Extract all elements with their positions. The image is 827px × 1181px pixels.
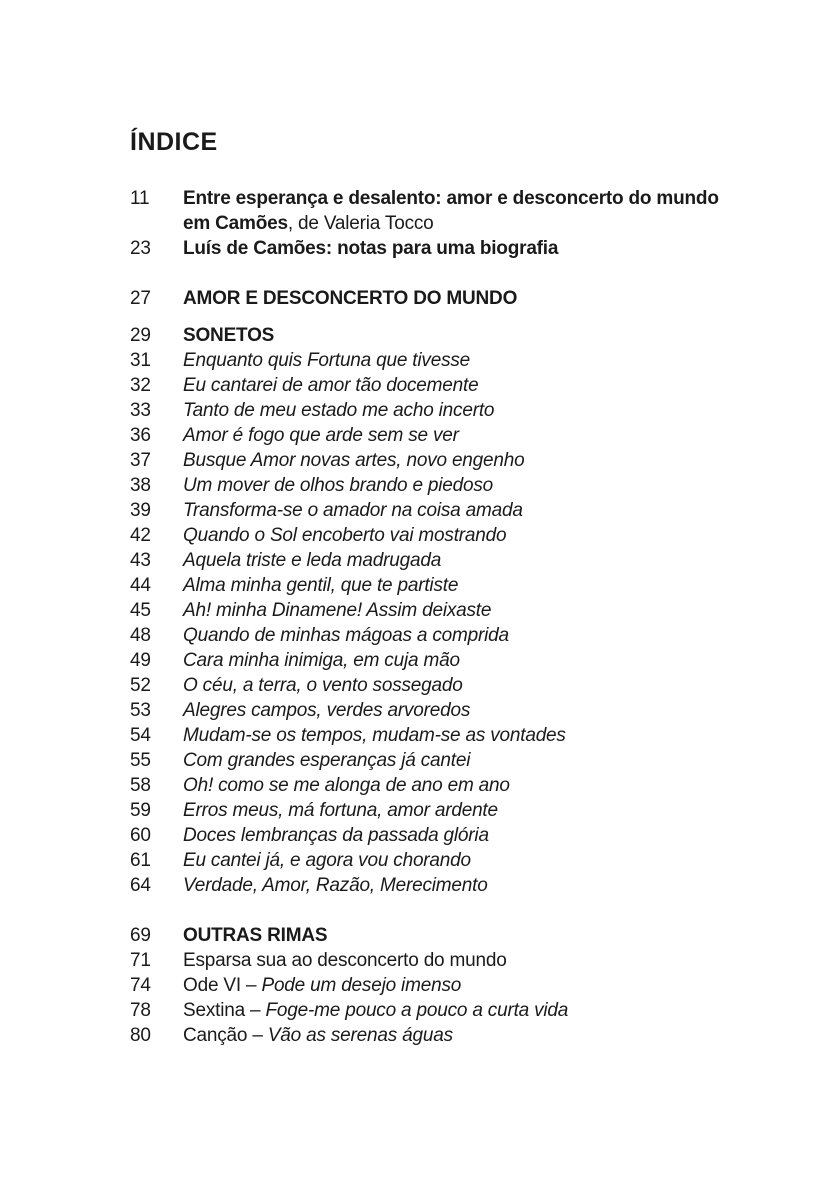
toc-entry-title: [183, 748, 827, 773]
toc-text-segment: Aquela triste e leda madrugada: [183, 550, 442, 571]
toc-page-number: 43: [130, 550, 151, 571]
toc-entry-line: [183, 648, 797, 673]
toc-entry-line: [183, 748, 797, 773]
toc-page-number: 58: [130, 775, 151, 796]
toc-page-number: 38: [130, 475, 151, 496]
toc-entry: [130, 773, 827, 798]
toc-text-segment: Pode um desejo imenso: [261, 975, 462, 996]
toc-text-segment: Doces lembranças da passada glória: [183, 825, 489, 846]
toc-entry-line: [183, 698, 797, 723]
toc-text-segment: em Camões: [183, 213, 288, 234]
toc-entry: [130, 323, 827, 348]
toc-page-number: 11: [130, 188, 150, 209]
toc-entry-title: [183, 423, 827, 448]
toc-page-number: 23: [130, 238, 151, 259]
toc-entry-line: [183, 623, 797, 648]
toc-entry: [130, 373, 827, 398]
toc-entry-title: [183, 286, 827, 311]
toc-entry-line: [183, 723, 797, 748]
toc-entry-title: [183, 723, 827, 748]
toc-text-segment: Entre esperança e desalento: amor e desconcerto do mundo: [183, 188, 719, 209]
toc-page-number: 54: [130, 725, 151, 746]
toc-entry-line: [183, 573, 797, 598]
toc-entry-title: [183, 448, 827, 473]
toc-entry: [130, 648, 827, 673]
toc-text-segment: Com grandes esperanças já cantei: [183, 750, 471, 771]
toc-entry: [130, 823, 827, 848]
toc-entry-line: [183, 873, 797, 898]
toc-text-segment: Eu cantei já, e agora vou chorando: [183, 850, 471, 871]
toc-entry-line: [183, 473, 797, 498]
toc-entry-line: [183, 286, 797, 311]
toc-text-segment: Oh! como se me alonga de ano em ano: [183, 775, 510, 796]
toc-page-number: 78: [130, 1000, 151, 1021]
toc-page-number: 80: [130, 1025, 151, 1046]
toc-entry-title: [183, 373, 827, 398]
toc-text-segment: Ah! minha Dinamene! Assim deixaste: [183, 600, 492, 621]
toc-page-number: 48: [130, 625, 151, 646]
toc-entry-title: [183, 848, 827, 873]
toc-text-segment: , de Valeria Tocco: [287, 213, 434, 234]
toc-entry-line: [183, 923, 797, 948]
toc-text-segment: Luís de Camões: notas para uma biografia: [183, 238, 559, 259]
toc-entry-line: [183, 673, 797, 698]
toc-page-number: 37: [130, 450, 151, 471]
toc-page-number: 71: [130, 950, 151, 971]
toc-entry: [130, 848, 827, 873]
toc-entry-title: [183, 598, 827, 623]
toc-entry-title: [183, 548, 827, 573]
toc-entry: [130, 448, 827, 473]
toc-entry-title: [183, 648, 827, 673]
toc-entry-line: [183, 423, 797, 448]
toc-entry-line: [183, 236, 797, 261]
toc-entry: [130, 948, 827, 973]
toc-text-segment: Verdade, Amor, Razão, Merecimento: [183, 875, 488, 896]
toc-page-number: 61: [130, 850, 151, 871]
toc-page-number: 59: [130, 800, 151, 821]
toc-text-segment: Busque Amor novas artes, novo engenho: [183, 450, 525, 471]
toc-text-segment: Alma minha gentil, que te partiste: [183, 575, 459, 596]
toc-entry-title: [183, 998, 827, 1023]
toc-text-segment: Erros meus, má fortuna, amor ardente: [183, 800, 498, 821]
toc-text-segment: Sextina –: [183, 1000, 266, 1021]
toc-text-segment: OUTRAS RIMAS: [183, 925, 328, 946]
toc-entry-title: [183, 923, 827, 948]
toc-entry: [130, 498, 827, 523]
toc-text-segment: Vão as serenas águas: [267, 1025, 453, 1046]
toc-text-segment: Amor é fogo que arde sem se ver: [183, 425, 459, 446]
toc-entry-title: [183, 523, 827, 548]
toc-entry: [130, 798, 827, 823]
toc-text-segment: Transforma-se o amador na coisa amada: [183, 500, 523, 521]
toc-text-segment: SONETOS: [183, 325, 275, 346]
toc-entry: [130, 873, 827, 898]
toc-entry-title: [183, 236, 827, 261]
toc-entry-title: [183, 473, 827, 498]
toc-page-number: 52: [130, 675, 151, 696]
toc-entry: [130, 998, 827, 1023]
toc-entry: [130, 423, 827, 448]
toc-text-segment: Cara minha inimiga, em cuja mão: [183, 650, 460, 671]
toc-entry-title: [183, 573, 827, 598]
toc-entry: [130, 573, 827, 598]
toc-text-segment: Quando de minhas mágoas a comprida: [183, 625, 509, 646]
toc-entry: [130, 623, 827, 648]
page-title: ÍNDICE: [130, 128, 218, 156]
toc-entry: [130, 186, 827, 236]
toc-page-number: 69: [130, 925, 151, 946]
toc-page-number: 49: [130, 650, 151, 671]
toc-page-number: 44: [130, 575, 151, 596]
toc-text-segment: Um mover de olhos brando e piedoso: [183, 475, 494, 496]
toc-text-segment: Alegres campos, verdes arvoredos: [183, 700, 471, 721]
toc-page-number: 27: [130, 288, 151, 309]
toc-entry-line: [183, 548, 797, 573]
toc-entry: [130, 698, 827, 723]
toc-entry-line: [183, 498, 797, 523]
toc-entry-line: [183, 998, 797, 1023]
toc-entry-line: [183, 598, 797, 623]
toc-entry-line: [183, 398, 797, 423]
toc-page-number: 39: [130, 500, 151, 521]
toc-text-segment: Mudam-se os tempos, mudam-se as vontades: [183, 725, 566, 746]
toc-entry: [130, 348, 827, 373]
toc-entry-line: [183, 1023, 797, 1048]
toc-entry-title: [183, 1023, 827, 1048]
toc-page-number: 31: [130, 350, 151, 371]
toc-page-number: 53: [130, 700, 151, 721]
toc-entry-line: [183, 798, 797, 823]
toc-entry-line: [183, 823, 797, 848]
toc-entry-title: [183, 186, 827, 236]
toc-page-number: 74: [130, 975, 151, 996]
toc-entry: [130, 286, 827, 311]
toc-entry-title: [183, 823, 827, 848]
toc-entry: [130, 973, 827, 998]
toc-text-segment: Esparsa sua ao desconcerto do mundo: [183, 950, 507, 971]
toc-entry-line: [183, 523, 797, 548]
toc-entry: [130, 398, 827, 423]
toc-entry-line: [183, 848, 797, 873]
toc-page-number: 33: [130, 400, 151, 421]
toc-entry-line: [183, 348, 797, 373]
toc-entry-line: [183, 211, 797, 236]
toc-entry-title: [183, 798, 827, 823]
toc-entry: [130, 236, 827, 261]
toc-entry-title: [183, 498, 827, 523]
toc-text-segment: Canção –: [183, 1025, 268, 1046]
toc-entry: [130, 523, 827, 548]
toc-entry: [130, 748, 827, 773]
toc-text-segment: Enquanto quis Fortuna que tivesse: [183, 350, 471, 371]
toc-page-number: 32: [130, 375, 151, 396]
toc-page-number: 55: [130, 750, 151, 771]
toc-page-number: 29: [130, 325, 151, 346]
toc-entry: [130, 673, 827, 698]
toc-entry: [130, 473, 827, 498]
toc-text-segment: Eu cantarei de amor tão docemente: [183, 375, 479, 396]
toc-entry-title: [183, 323, 827, 348]
toc-entry-title: [183, 773, 827, 798]
toc-entry-line: [183, 448, 797, 473]
toc-entry-title: [183, 673, 827, 698]
toc-text-segment: Tanto de meu estado me acho incerto: [183, 400, 495, 421]
toc-entry-title: [183, 348, 827, 373]
toc-list: [130, 186, 827, 1048]
toc-page-number: 36: [130, 425, 151, 446]
toc-entry-title: [183, 873, 827, 898]
toc-entry: [130, 548, 827, 573]
toc-page-number: 42: [130, 525, 151, 546]
toc-text-segment: AMOR E DESCONCERTO DO MUNDO: [183, 288, 518, 309]
toc-text-segment: Ode VI –: [183, 975, 262, 996]
toc-entry-title: [183, 398, 827, 423]
toc-entry-title: [183, 623, 827, 648]
toc-entry-line: [183, 323, 797, 348]
toc-entry: [130, 1023, 827, 1048]
toc-page-number: 64: [130, 875, 151, 896]
toc-entry-line: [183, 773, 797, 798]
toc-entry: [130, 598, 827, 623]
toc-entry-title: [183, 973, 827, 998]
toc-page-number: 45: [130, 600, 151, 621]
toc-text-segment: O céu, a terra, o vento sossegado: [183, 675, 463, 696]
toc-text-segment: Quando o Sol encoberto vai mostrando: [183, 525, 507, 546]
toc-text-segment: Foge-me pouco a pouco a curta vida: [265, 1000, 569, 1021]
toc-entry-line: [183, 373, 797, 398]
toc-entry: [130, 923, 827, 948]
toc-entry: [130, 723, 827, 748]
toc-entry-title: [183, 948, 827, 973]
toc-entry-line: [183, 973, 797, 998]
toc-entry-line: [183, 948, 797, 973]
toc-page-number: 60: [130, 825, 151, 846]
toc-entry-line: [183, 186, 797, 211]
toc-entry-title: [183, 698, 827, 723]
